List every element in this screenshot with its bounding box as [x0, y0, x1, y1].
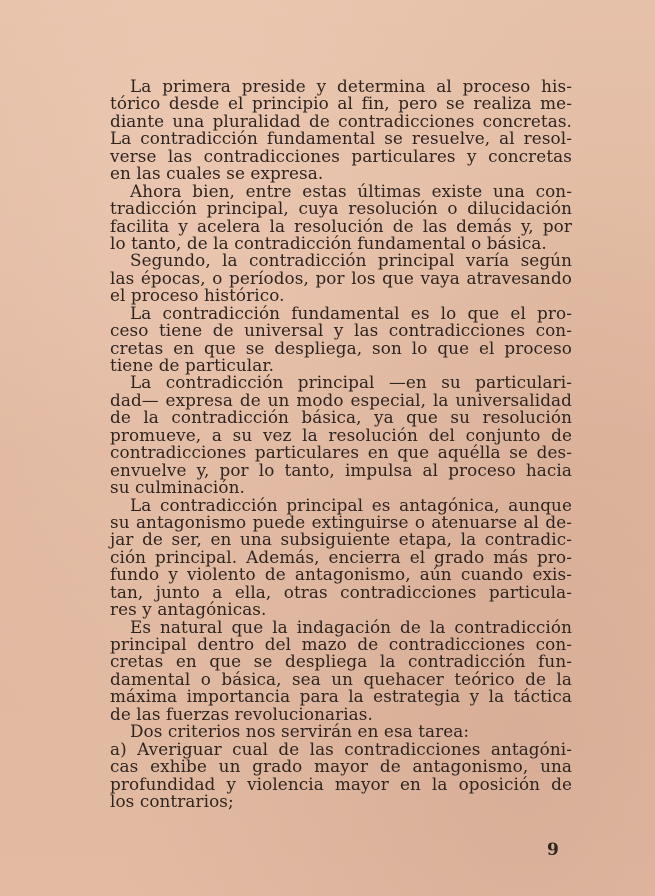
text-line: facilita y acelera la resolución de las demás y, por [110, 215, 572, 236]
text-line: su culminación. [110, 477, 245, 498]
text-line: profundidad y violencia mayor en la oposición de [110, 773, 572, 794]
text-line: lo tanto, de la contradicción fundamental o básica. [110, 232, 547, 253]
text-line: contradicciones particulares en que aquélla se des- [110, 442, 572, 463]
text-line: Segundo, la contradicción principal varía según [130, 250, 572, 271]
text-line: ceso tiene de universal y las contradicciones con- [110, 320, 572, 341]
text-line: a) Averiguar cual de las contradicciones antagóni- [110, 738, 572, 759]
text-line: jar de ser, en una subsiguiente etapa, la contradic- [110, 529, 572, 550]
text-line: cas exhibe un grado mayor de antagonismo, una [110, 756, 572, 777]
text-line: La contradicción principal es antagónica, aunque [130, 494, 572, 515]
text-line: diante una pluralidad de contradicciones concretas. [110, 110, 572, 131]
text-line: tiene de particular. [110, 355, 275, 375]
text-line: envuelve y, por lo tanto, impulsa al proceso hacia [110, 459, 572, 480]
text-line: de las fuerzas revolucionarias. [110, 703, 373, 724]
text-line: La primera preside y determina al proceso his- [130, 76, 572, 96]
text-line: promueve, a su vez la resolución del conjunto de [110, 424, 572, 445]
text-line: Dos criterios nos servirán en esa tarea: [130, 721, 470, 742]
text-line: Ahora bien, entre estas últimas existe una con- [130, 180, 572, 201]
text-line: res y antagónicas. [110, 599, 267, 620]
text-line: máxima importancia para la estrategia y la táctica [110, 686, 572, 707]
text-line: tan, junto a ella, otras contradicciones particula- [110, 581, 572, 602]
text-line: de la contradicción básica, ya que su resolución [110, 407, 572, 428]
text-line: Es natural que la indagación de la contradicción [130, 616, 572, 637]
text-line: damental o básica, sea un quehacer teórico de la [110, 668, 572, 689]
page-number: 9 [547, 840, 559, 860]
text-line: tórico desde el principio al fin, pero se realiza me- [110, 93, 572, 114]
text-line: tradicción principal, cuya resolución o dilucidación [110, 198, 572, 219]
text-line: La contradicción principal —en su particulari- [130, 372, 572, 393]
text-line: los contrarios; [110, 790, 234, 811]
text-line: en las cuales se expresa. [110, 163, 324, 184]
text-line: cretas en que se despliega, son lo que el proceso [110, 337, 572, 358]
text-line: fundo y violento de antagonismo, aún cuando exis- [110, 564, 572, 585]
text-line: principal dentro del mazo de contradicciones con- [110, 634, 572, 654]
text-line: ción principal. Además, encierra el grado más pro- [110, 546, 572, 567]
text-line: La contradicción fundamental se resuelve, al resol- [110, 128, 572, 149]
text-line: dad— expresa de un modo especial, la universalidad [110, 389, 572, 410]
body-text [110, 78, 572, 810]
text-line: cretas en que se despliega la contradicción fun- [110, 651, 572, 672]
text-line: su antagonismo puede extinguirse o atenuarse al de- [110, 511, 572, 532]
text-line: el proceso histórico. [110, 285, 285, 306]
text-line: las épocas, o períodos, por los que vaya atravesando [110, 267, 572, 288]
text-line: La contradicción fundamental es lo que el pro- [130, 302, 572, 323]
text-line: verse las contradicciones particulares y concretas [110, 145, 572, 166]
